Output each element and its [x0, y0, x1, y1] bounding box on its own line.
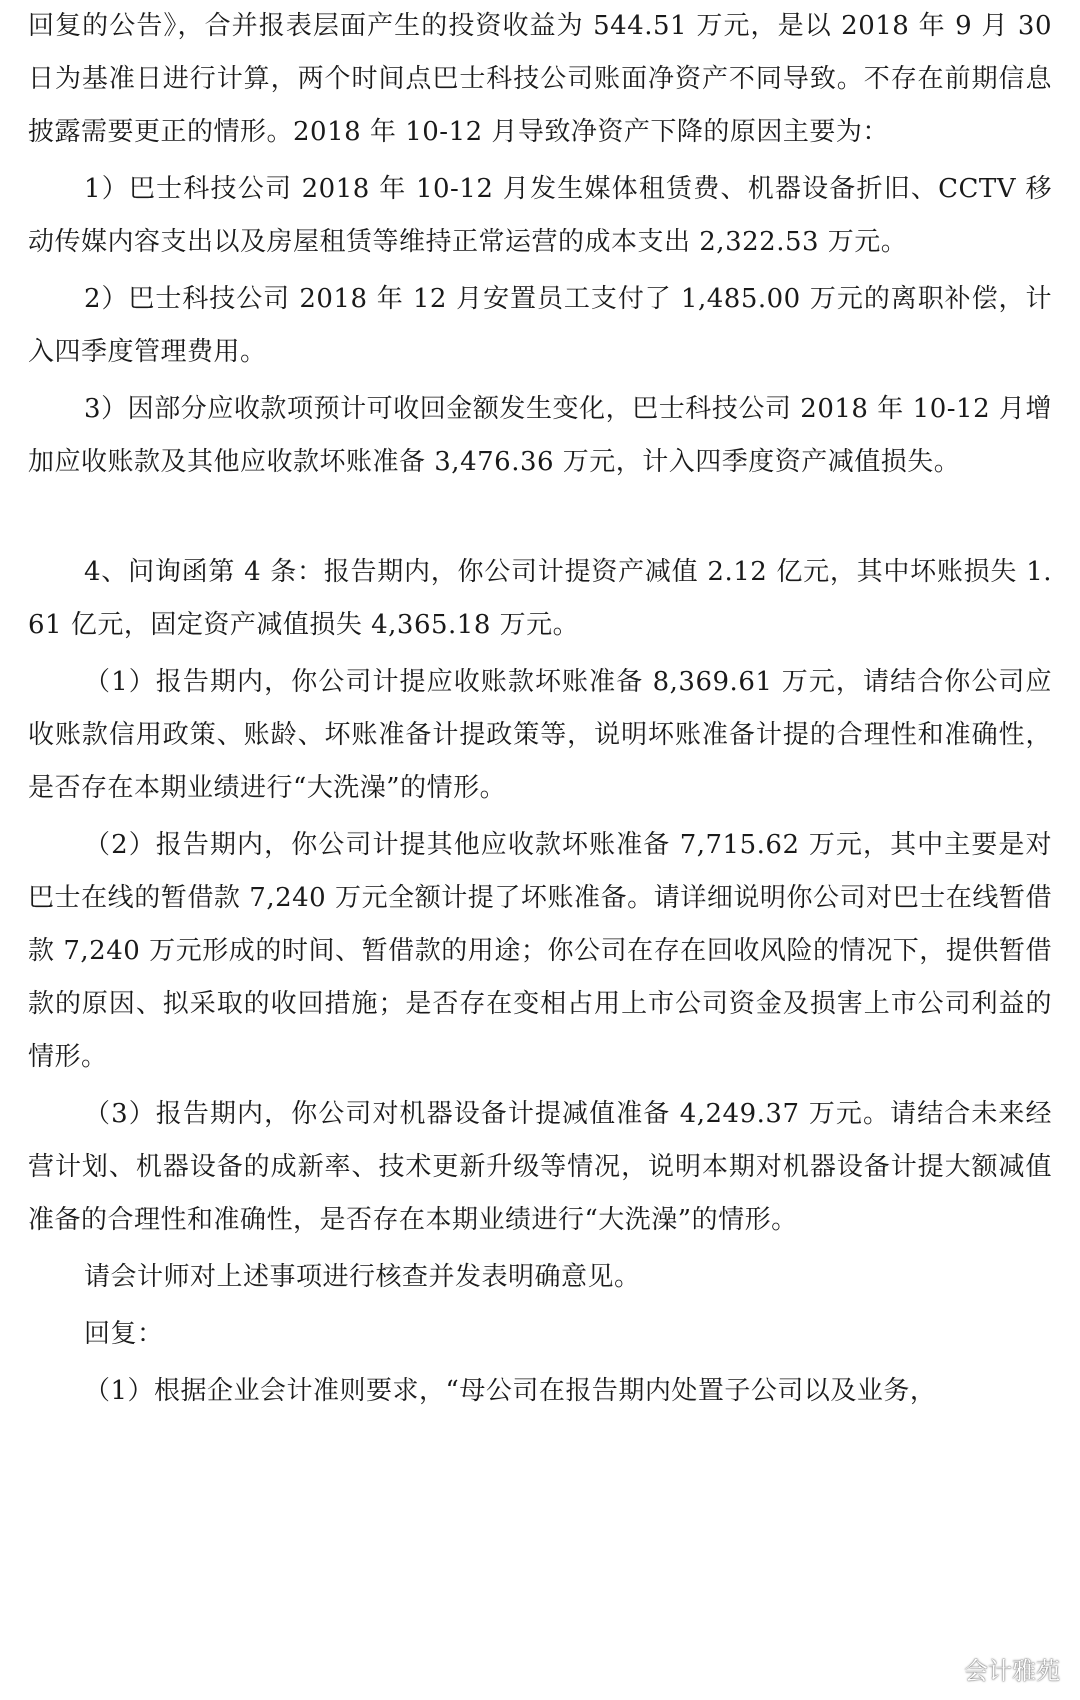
- watermark: [924, 1651, 1060, 1686]
- paragraph-5: 4、问询函第 4 条：报告期内，你公司计提资产减值 2.12 亿元，其中坏账损失 1.61 亿元，固定资产减值损失 4,365.18 万元。: [28, 557, 1052, 640]
- paragraph-8: （3）报告期内，你公司对机器设备计提减值准备 4,249.37 万元。请结合未来经营计划、机器设备的成新率、技术更新升级等情况，说明本期对机器设备计提大额减值准备的合理性和准确性，是否存在本期业绩进行“大洗澡”的情形。: [28, 1099, 1052, 1235]
- paragraph-7: （2）报告期内，你公司计提其他应收款坏账准备 7,715.62 万元，其中主要是对巴士在线的暂借款 7,240 万元全额计提了坏账准备。请详细说明你公司对巴士在线暂借款 7,240 万元形成的时间、暂借款的用途；你公司在存在回收风险的情况下，提供暂借款的原因、拟采取的收回措施；是否存在变相占用上市公司资金及损害上市公司利益的情形。: [28, 830, 1052, 1072]
- paragraph-10: 回复：: [84, 1319, 164, 1349]
- paragraph-6: （1）报告期内，你公司计提应收账款坏账准备 8,369.61 万元，请结合你公司应收账款信用政策、账龄、坏账准备计提政策等，说明坏账准备计提的合理性和准确性，是否存在本期业绩进行“大洗澡”的情形。: [28, 667, 1052, 803]
- watermark-text: 会计雅苑: [964, 1657, 1060, 1685]
- wechat-icon: [924, 1655, 958, 1683]
- paragraph-3: 2）巴士科技公司 2018 年 12 月安置员工支付了 1,485.00 万元的离职补偿，计入四季度管理费用。: [28, 284, 1052, 367]
- paragraph-11: （1）根据企业会计准则要求，“母公司在报告期内处置子公司以及业务，: [84, 1376, 937, 1406]
- paragraph-9: 请会计师对上述事项进行核查并发表明确意见。: [84, 1262, 641, 1292]
- paragraph-1: 回复的公告》，合并报表层面产生的投资收益为 544.51 万元，是以 2018 年 9 月 30 日为基准日进行计算，两个时间点巴士科技公司账面净资产不同导致。不存在前期信息披露需要更正的情形。2018 年 10-12 月导致净资产下降的原因主要为：: [28, 11, 1052, 147]
- paragraph-2: 1）巴士科技公司 2018 年 10-12 月发生媒体租赁费、机器设备折旧、CCTV 移动传媒内容支出以及房屋租赁等维持正常运营的成本支出 2,322.53 万元。: [28, 174, 1052, 257]
- paragraph-4: 3）因部分应收款项预计可收回金额发生变化，巴士科技公司 2018 年 10-12 月增加应收账款及其他应收款坏账准备 3,476.36 万元，计入四季度资产减值损失。: [28, 394, 1052, 477]
- blank-line: [28, 489, 1052, 542]
